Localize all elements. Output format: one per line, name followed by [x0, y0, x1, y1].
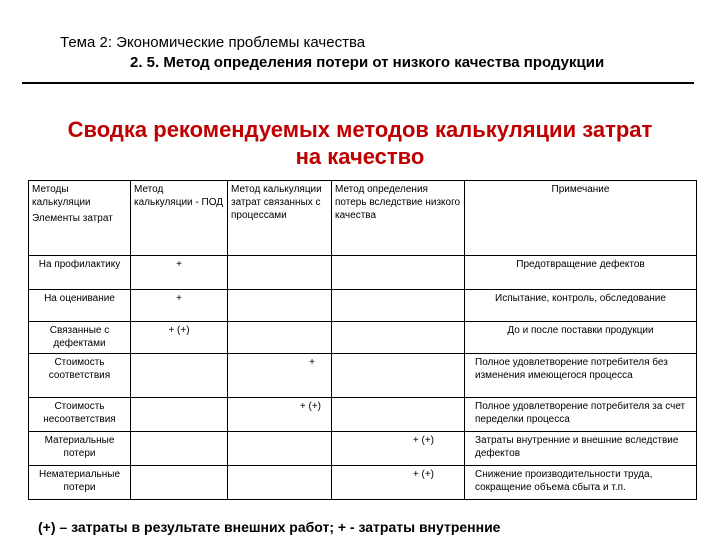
row-note: Снижение производительности труда, сокращение объема сбыта и т.п. [465, 466, 697, 500]
cost-methods-table [28, 180, 697, 500]
corner-header-cell [29, 181, 131, 256]
column-header-pod: Метод калькуляции - ПОД [131, 181, 228, 256]
row-value: + [131, 290, 228, 322]
row-element-label: Нематериальные потери [29, 466, 131, 500]
row-value: + [131, 256, 228, 290]
row-note: Испытание, контроль, обследование [465, 290, 697, 322]
page-title [0, 116, 720, 170]
row-element-label: Стоимость несоответствия [29, 398, 131, 432]
empty-cell [131, 432, 228, 466]
table-row [29, 432, 697, 466]
legend-footnote: (+) – затраты в результате внешних работ; + - затраты внутренние [38, 519, 501, 535]
empty-cell [332, 354, 465, 398]
corner-label-methods: Методы [32, 184, 69, 195]
table-row [29, 322, 697, 354]
table-row [29, 290, 697, 322]
empty-cell [228, 466, 332, 500]
row-element-label: На профилактику [29, 256, 131, 290]
table-row [29, 354, 697, 398]
corner-label-elements: Элементы затрат [32, 213, 113, 224]
corner-label-calc: калькуляции [32, 197, 91, 208]
empty-cell [131, 466, 228, 500]
row-value: + (+) [131, 322, 228, 354]
empty-cell [332, 398, 465, 432]
row-element-label: Материальные потери [29, 432, 131, 466]
table-row [29, 256, 697, 290]
empty-cell [131, 398, 228, 432]
column-header-note: Примечание [465, 181, 697, 256]
empty-cell [332, 256, 465, 290]
row-value: + (+) [228, 398, 332, 432]
row-element-label: Стоимость соответствия [29, 354, 131, 398]
table-row [29, 398, 697, 432]
row-note: Предотвращение дефектов [465, 256, 697, 290]
row-note: Полное удовлетворение потребителя за счет переделки процесса [465, 398, 697, 432]
row-value: + (+) [332, 432, 465, 466]
row-element-label: На оценивание [29, 290, 131, 322]
section-heading: 2. 5. Метод определения потери от низкого качества продукции [130, 54, 605, 71]
empty-cell [228, 322, 332, 354]
empty-cell [332, 322, 465, 354]
empty-cell [131, 354, 228, 398]
row-note: Затраты внутренние и внешние вследствие дефектов [465, 432, 697, 466]
empty-cell [332, 290, 465, 322]
topic-heading: Тема 2: Экономические проблемы качества [60, 34, 366, 51]
title-line-1: Сводка рекомендуемых методов калькуляции затрат [67, 117, 653, 142]
row-note: Полное удовлетворение потребителя без изменения имеющегося процесса [465, 354, 697, 398]
empty-cell [228, 256, 332, 290]
column-header-losses: Метод определения потерь вследствие низкого качества [332, 181, 465, 256]
title-line-2: на качество [295, 144, 425, 169]
row-value: + (+) [332, 466, 465, 500]
table-row [29, 466, 697, 500]
row-note: До и после поставки продукции [465, 322, 697, 354]
row-value: + [228, 354, 332, 398]
table-header-row [29, 181, 697, 256]
row-element-label: Связанные с дефектами [29, 322, 131, 354]
header-divider [22, 82, 694, 84]
empty-cell [228, 432, 332, 466]
empty-cell [228, 290, 332, 322]
column-header-process: Метод калькуляции затрат связанных с процессами [228, 181, 332, 256]
